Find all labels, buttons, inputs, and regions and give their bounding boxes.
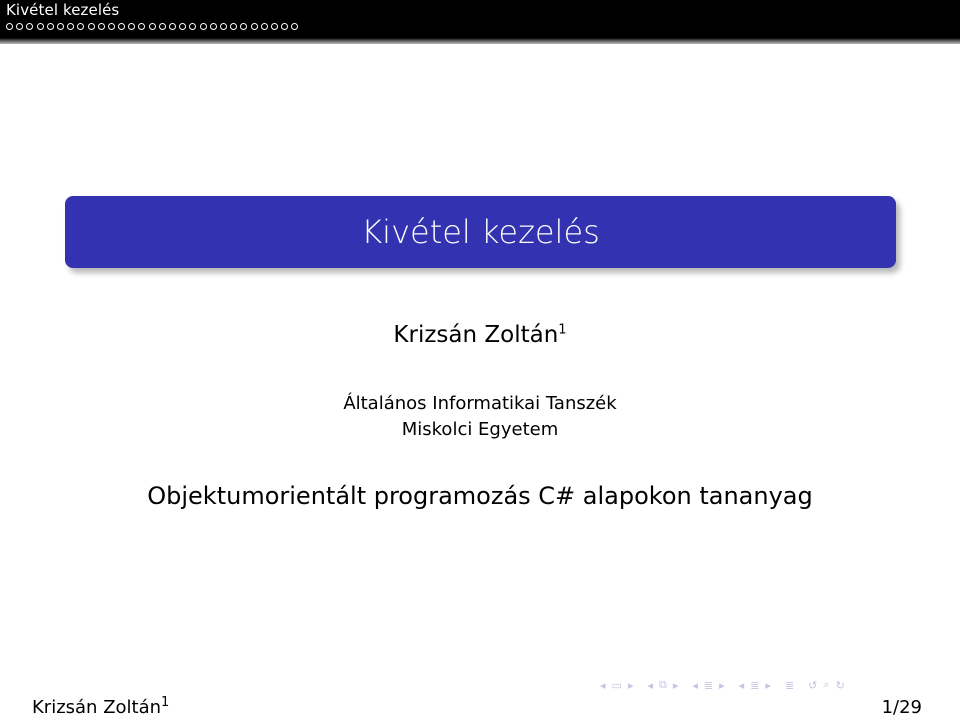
- frame-dot[interactable]: [118, 23, 125, 30]
- headline-bar: [0, 0, 960, 44]
- frame-dot[interactable]: [138, 23, 145, 30]
- frame-dot[interactable]: [271, 23, 278, 30]
- frame-dot[interactable]: [251, 23, 258, 30]
- frame-dot[interactable]: [57, 23, 64, 30]
- footer-author-name: Krizsán Zoltán: [32, 697, 162, 718]
- frame-dot[interactable]: [47, 23, 54, 30]
- forward-icon[interactable]: ↻: [835, 678, 845, 692]
- frame-dot[interactable]: [230, 23, 237, 30]
- prev-section-icon[interactable]: ◂: [692, 678, 698, 692]
- appendix-icon[interactable]: ≣: [784, 678, 795, 692]
- page-number: 1/29: [881, 697, 922, 718]
- presentation-title: Kivétel kezelés: [361, 213, 600, 251]
- frame-dot[interactable]: [220, 23, 227, 30]
- back-icon[interactable]: ↺: [808, 678, 818, 692]
- frame-dot[interactable]: [16, 23, 23, 30]
- institute-line1: Általános Informatikai Tanszék: [343, 393, 617, 414]
- frame-dot[interactable]: [67, 23, 74, 30]
- subtitle: Objektumorientált programozás C# alapokon tananyag: [147, 482, 813, 510]
- frame-dot[interactable]: [261, 23, 268, 30]
- frame-dot[interactable]: [159, 23, 166, 30]
- author: [0, 322, 960, 348]
- frame-dot[interactable]: [6, 23, 13, 30]
- navigation-symbols: [600, 677, 955, 693]
- headline-title[interactable]: Kivétel kezelés: [6, 1, 120, 19]
- next-section-icon[interactable]: ▸: [719, 678, 725, 692]
- frame-dot[interactable]: [149, 23, 156, 30]
- frame-dot[interactable]: [281, 23, 288, 30]
- prev-subsection-icon[interactable]: ◂: [647, 678, 653, 692]
- prev-frame-icon[interactable]: ◂: [600, 678, 606, 692]
- footer-footnote-mark: 1: [161, 695, 170, 710]
- frame-dot[interactable]: [98, 23, 105, 30]
- frame-dot[interactable]: [240, 23, 247, 30]
- frame-dot[interactable]: [210, 23, 217, 30]
- subsection-icon[interactable]: ⧉: [659, 678, 667, 691]
- next-subsection-icon[interactable]: ▸: [672, 678, 679, 692]
- frame-dot[interactable]: [200, 23, 207, 30]
- footer-author: [32, 697, 169, 718]
- frame-icon[interactable]: ▭: [611, 678, 622, 692]
- prev-slide-icon[interactable]: ◂: [738, 678, 745, 692]
- search-icon[interactable]: ⌕: [823, 678, 830, 691]
- frame-dot[interactable]: [189, 23, 196, 30]
- author-name: Krizsán Zoltán: [393, 322, 559, 348]
- frame-dot[interactable]: [77, 23, 84, 30]
- frame-dot[interactable]: [128, 23, 135, 30]
- title-box: [65, 196, 896, 268]
- frame-dot[interactable]: [26, 23, 33, 30]
- frame-dot[interactable]: [179, 23, 186, 30]
- frame-dots: [6, 23, 301, 33]
- frame-dot[interactable]: [169, 23, 176, 30]
- next-slide-icon[interactable]: ▸: [765, 678, 771, 692]
- frame-dot[interactable]: [108, 23, 115, 30]
- author-footnote-mark: 1: [558, 322, 567, 338]
- next-frame-icon[interactable]: ▸: [627, 678, 634, 692]
- frame-dot[interactable]: [291, 23, 298, 30]
- frame-dot[interactable]: [88, 23, 95, 30]
- institute-line2: Miskolci Egyetem: [401, 419, 559, 440]
- slide-icon[interactable]: ≣: [750, 678, 760, 692]
- frame-dot[interactable]: [37, 23, 44, 30]
- section-icon[interactable]: ≣: [703, 678, 714, 692]
